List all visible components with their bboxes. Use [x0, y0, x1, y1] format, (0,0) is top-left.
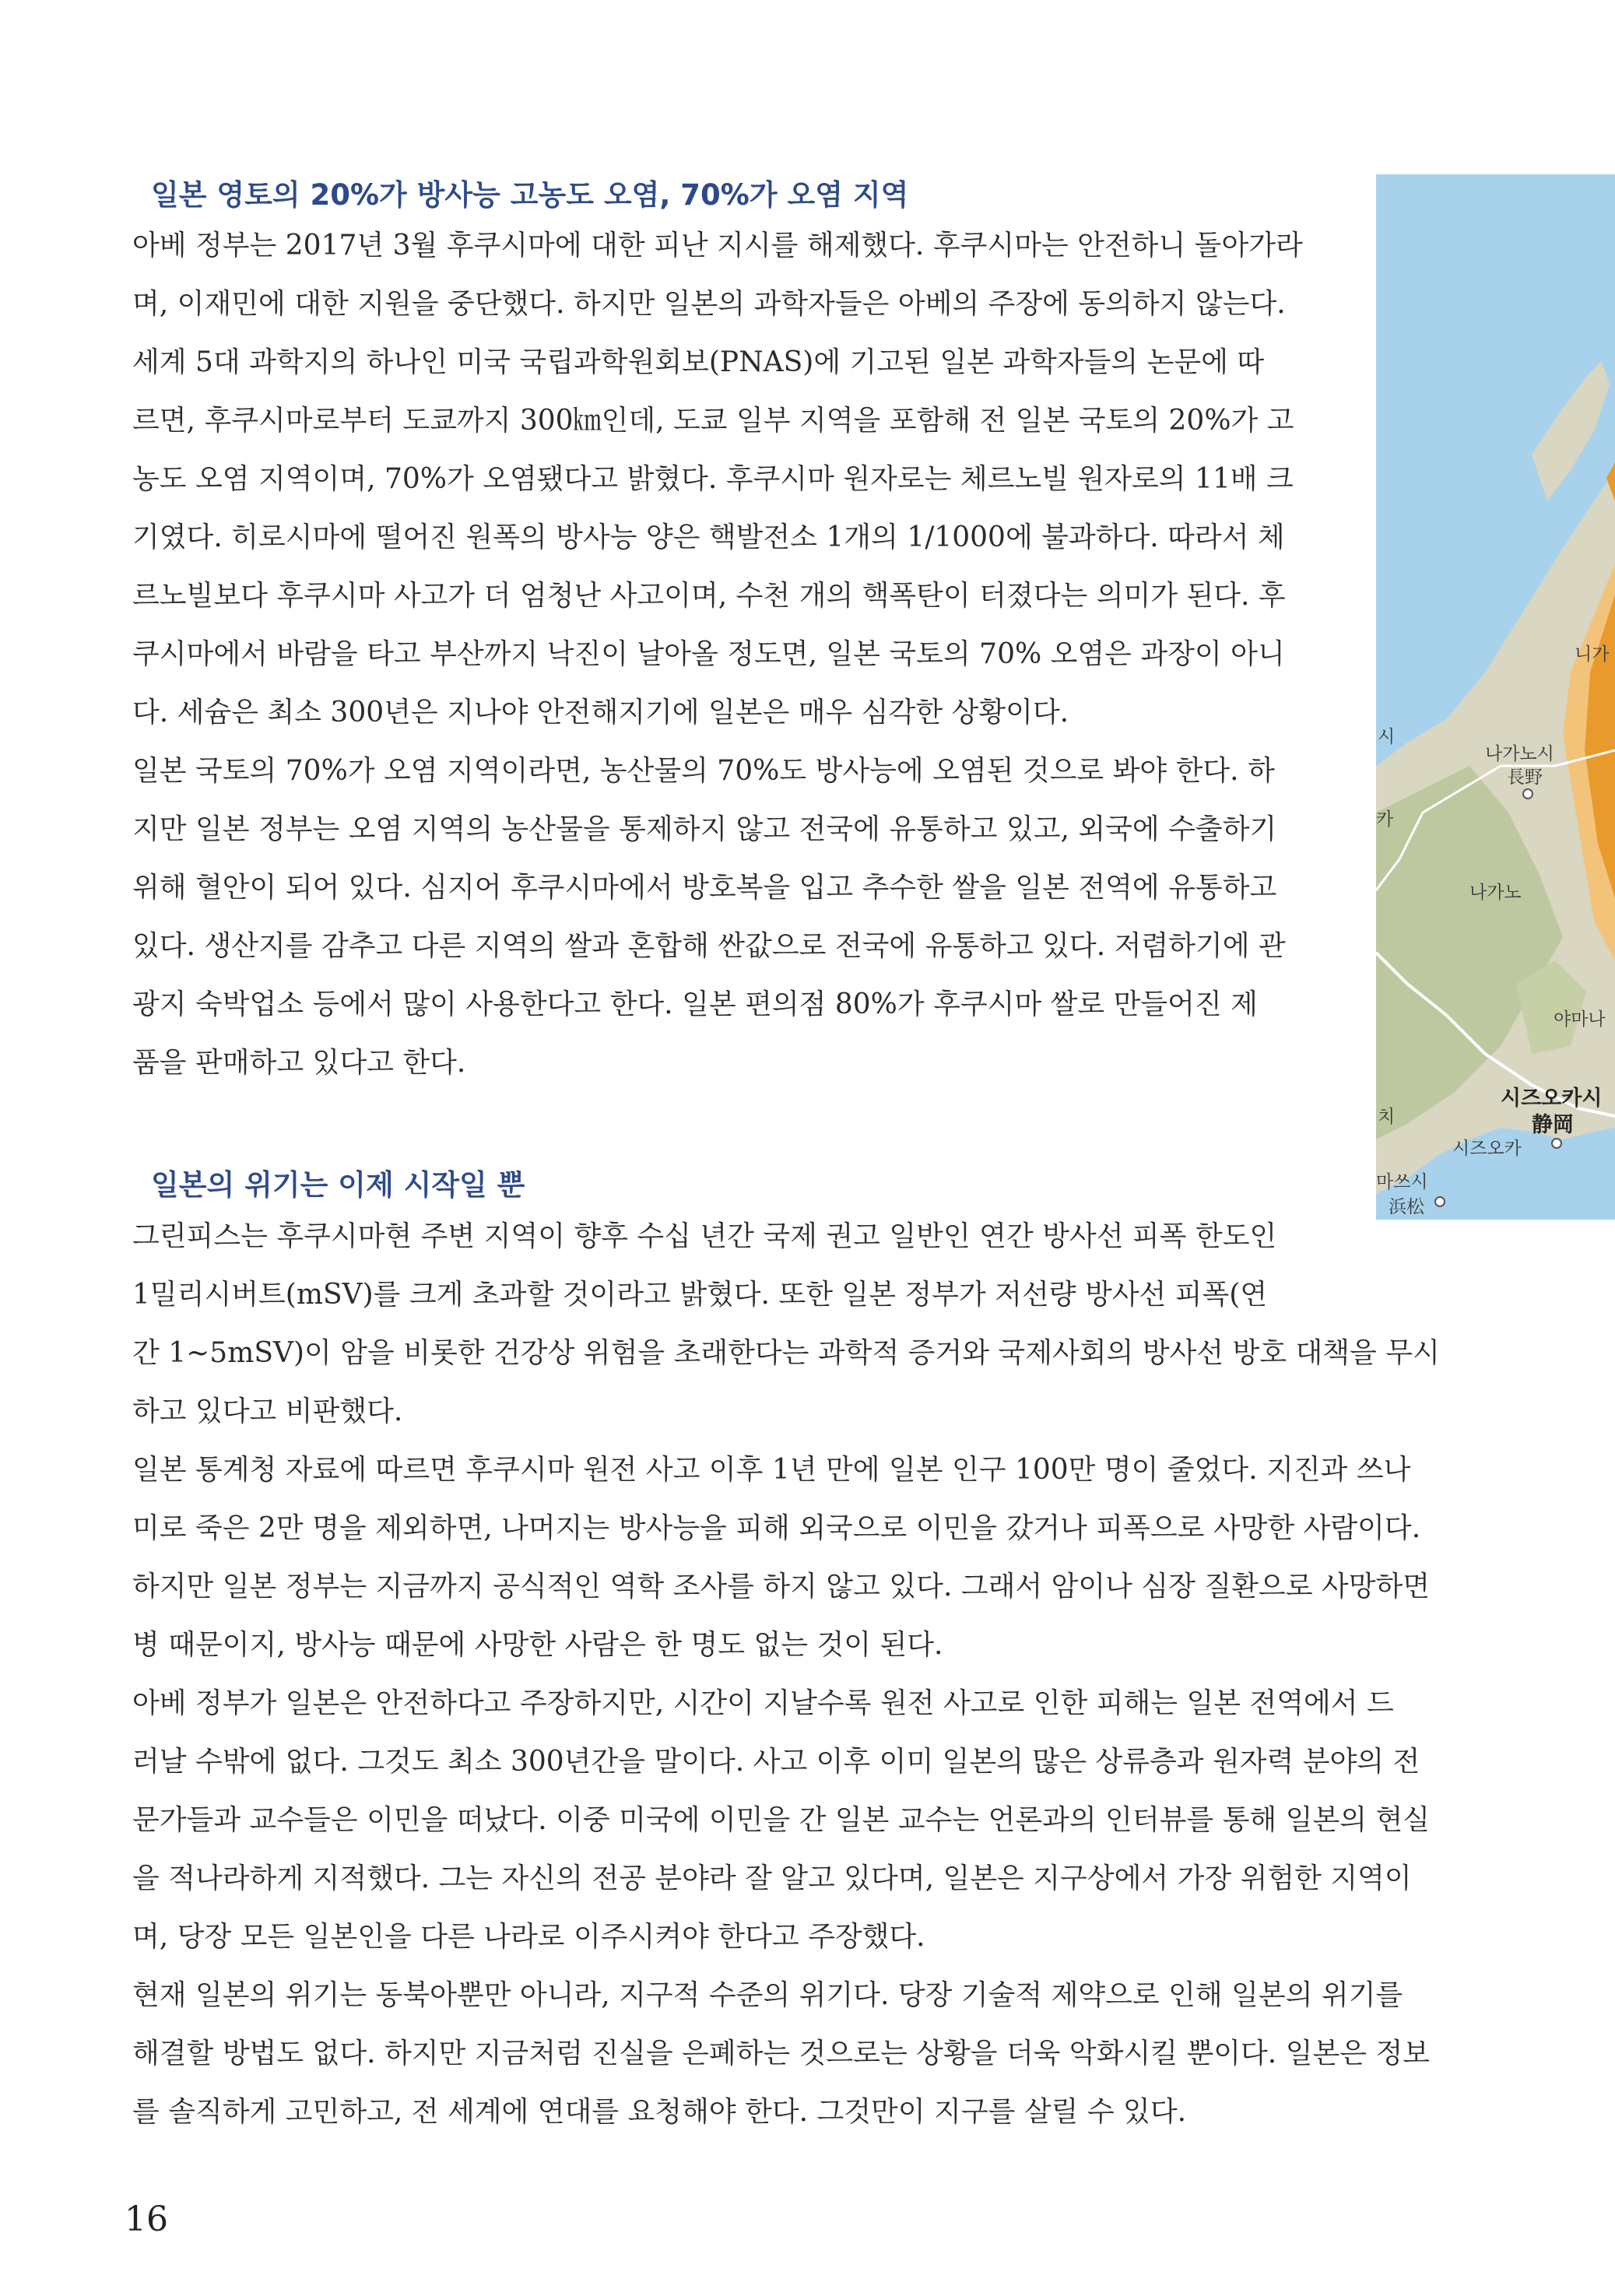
body-line: 그린피스는 후쿠시마현 주변 지역이 향후 수십 년간 국제 권고 일반인 연간 방사선 피폭 한도인: [132, 1220, 1277, 1252]
body-line: 일본 통계청 자료에 따르면 후쿠시마 원전 사고 이후 1년 만에 일본 인구 100만 명이 줄었다. 지진과 쓰나: [132, 1454, 1411, 1486]
body-line: 아베 정부는 2017년 3월 후쿠시마에 대한 피난 지시를 해제했다. 후쿠시마는 안전하니 돌아가라: [132, 230, 1303, 262]
page-number: 16: [125, 2199, 168, 2239]
section-heading-contamination: 일본 영토의 20%가 방사능 고농도 오염, 70%가 오염 지역: [151, 178, 909, 212]
body-line: 며, 당장 모든 일본인을 다른 나라로 이주시켜야 한다고 주장했다.: [132, 1921, 925, 1953]
map-label-nagano-kanji: 長野: [1507, 767, 1543, 788]
body-line: 있다. 생산지를 감추고 다른 지역의 쌀과 혼합해 싼값으로 전국에 유통하고 있다. 저렴하기에 관: [132, 930, 1286, 962]
map-label-shizuoka-kanji: 静岡: [1532, 1113, 1574, 1137]
body-line: 광지 숙박업소 등에서 많이 사용한다고 한다. 일본 편의점 80%가 후쿠시마 쌀로 만들어진 제: [132, 988, 1258, 1020]
map-label-nagano-city: 나가노시: [1485, 744, 1554, 764]
map-label-hamamatsu: 마쓰시: [1376, 1172, 1428, 1192]
body-line: 해결할 방법도 없다. 하지만 지금처럼 진실을 은폐하는 것으로는 상황을 더욱 악화시킬 뿐이다. 일본은 정보: [132, 2038, 1431, 2070]
body-line: 며, 이재민에 대한 지원을 중단했다. 하지만 일본의 과학자들은 아베의 주장에 동의하지 않는다.: [132, 288, 1286, 320]
body-line: 세계 5대 과학지의 하나인 미국 국립과학원회보(PNAS)에 기고된 일본 과학자들의 논문에 따: [132, 346, 1265, 378]
body-line: 1밀리시버트(mSV)를 크게 초과할 것이라고 밝혔다. 또한 일본 정부가 저선량 방사선 피폭(연: [132, 1279, 1268, 1311]
body-line: 러날 수밖에 없다. 그것도 최소 300년간을 말이다. 사고 이후 이미 일본의 많은 상류층과 원자력 분야의 전: [132, 1746, 1420, 1778]
body-line: 현재 일본의 위기는 동북아뿐만 아니라, 지구적 수준의 위기다. 당장 기술적 제약으로 인해 일본의 위기를: [132, 1979, 1403, 2011]
map-label-si: 시: [1378, 727, 1396, 747]
body-line: 일본 국토의 70%가 오염 지역이라면, 농산물의 70%도 방사능에 오염된 것으로 봐야 한다. 하: [132, 755, 1275, 787]
body-line: 르노빌보다 후쿠시마 사고가 더 엄청난 사고이며, 수천 개의 핵폭탄이 터졌다는 의미가 된다. 후: [132, 580, 1286, 612]
body-line: 농도 오염 지역이며, 70%가 오염됐다고 밝혔다. 후쿠시마 원자로는 체르노빌 원자로의 11배 크: [132, 463, 1294, 495]
map-marker-shizuoka: [1552, 1139, 1561, 1148]
map-label-niigata: 니가: [1575, 644, 1610, 665]
map-label-nagano-pref: 나가노: [1469, 883, 1522, 903]
body-line: 품을 판매하고 있다고 한다.: [132, 1047, 466, 1079]
map-label-ka: 카: [1376, 809, 1394, 830]
body-line: 간 1~5mSV)이 암을 비롯한 건강상 위험을 초래한다는 과학적 증거와 국제사회의 방사선 방호 대책을 무시: [132, 1337, 1440, 1369]
body-line: 지만 일본 정부는 오염 지역의 농산물을 통제하지 않고 전국에 유통하고 있고, 외국에 수출하기: [132, 813, 1277, 845]
body-line: 문가들과 교수들은 이민을 떠났다. 이중 미국에 이민을 간 일본 교수는 언론과의 인터뷰를 통해 일본의 현실: [132, 1804, 1431, 1836]
body-line: 병 때문이지, 방사능 때문에 사망한 사람은 한 명도 없는 것이 된다.: [132, 1629, 943, 1661]
body-line: 위해 혈안이 되어 있다. 심지어 후쿠시마에서 방호복을 입고 추수한 쌀을 일본 전역에 유통하고: [132, 872, 1277, 904]
body-line: 아베 정부가 일본은 안전하다고 주장하지만, 시간이 지날수록 원전 사고로 인한 피해는 일본 전역에서 드: [132, 1687, 1394, 1719]
section-heading-crisis: 일본의 위기는 이제 시작일 뿐: [151, 1168, 525, 1202]
body-line: 기였다. 히로시마에 떨어진 원폭의 방사능 양은 핵발전소 1개의 1/1000에 불과하다. 따라서 체: [132, 521, 1285, 553]
body-line: 를 솔직하게 고민하고, 전 세계에 연대를 요청해야 한다. 그것만이 지구를 살릴 수 있다.: [132, 2096, 1187, 2128]
body-line: 쿠시마에서 바람을 타고 부산까지 낙진이 날아올 정도면, 일본 국토의 70% 오염은 과장이 아니: [132, 638, 1285, 670]
map-marker-nagano: [1523, 789, 1532, 799]
map-label-shizuoka-city: 시즈오카시: [1501, 1087, 1603, 1111]
map-marker-hamamatsu: [1435, 1197, 1445, 1206]
body-line: 을 적나라하게 지적했다. 그는 자신의 전공 분야라 잘 알고 있다며, 일본은 지구상에서 가장 위험한 지역이: [132, 1862, 1412, 1894]
contamination-map: [1376, 174, 1615, 1220]
body-line: 다. 세슘은 최소 300년은 지나야 안전해지기에 일본은 매우 심각한 상황이다.: [132, 697, 1069, 728]
map-label-chi: 치: [1378, 1107, 1396, 1127]
body-line: 르면, 후쿠시마로부터 도쿄까지 300㎞인데, 도쿄 일부 지역을 포함해 전 일본 국토의 20%가 고: [132, 405, 1294, 437]
map-label-shizuoka-pref: 시즈오카: [1452, 1139, 1522, 1159]
body-line: 미로 죽은 2만 명을 제외하면, 나머지는 방사능을 피해 외국으로 이민을 갔거나 피폭으로 사망한 사람이다.: [132, 1512, 1421, 1544]
map-label-hamamatsu-kanji: 浜松: [1389, 1197, 1424, 1217]
body-line: 하지만 일본 정부는 지금까지 공식적인 역학 조사를 하지 않고 있다. 그래서 암이나 심장 질환으로 사망하면: [132, 1571, 1431, 1603]
body-line: 하고 있다고 비판했다.: [132, 1396, 403, 1427]
map-label-yamanashi: 야마나: [1554, 1009, 1606, 1030]
